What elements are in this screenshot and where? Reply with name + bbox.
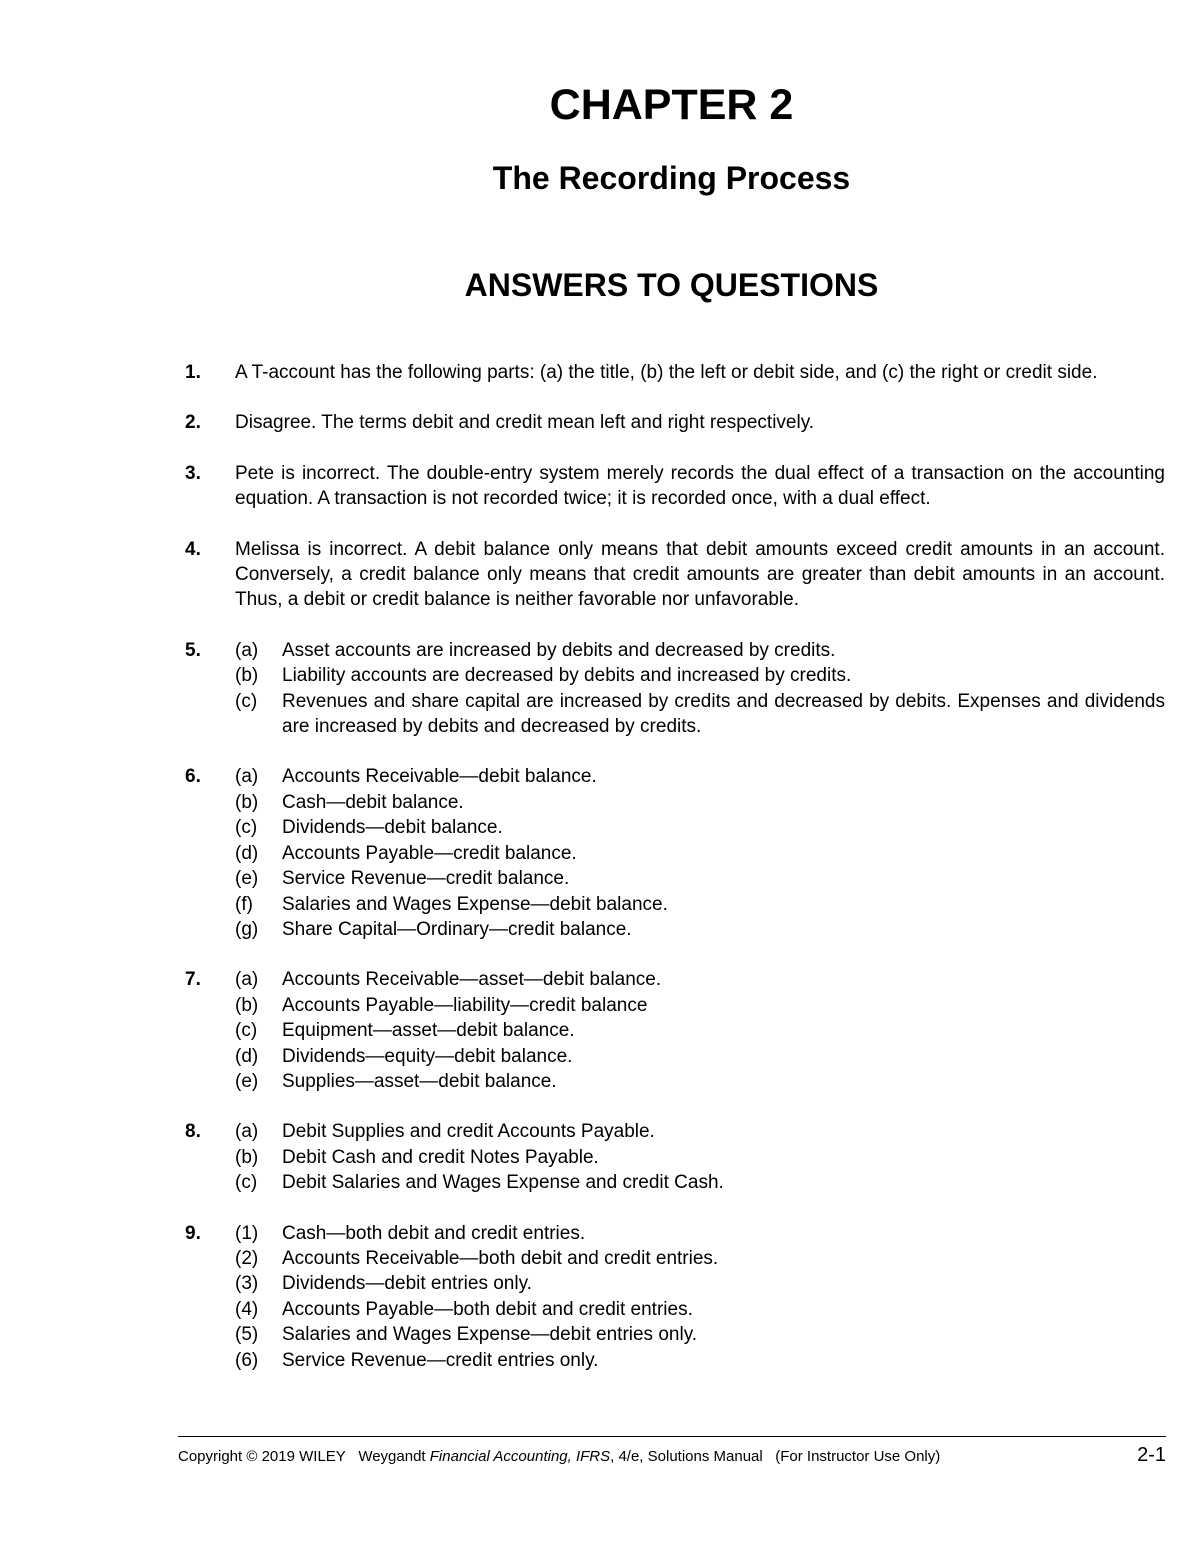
answer-number: 2.: [185, 412, 201, 434]
subitem-text: Accounts Receivable—both debit and credit entries.: [282, 1247, 719, 1269]
chapter-title: CHAPTER 2: [549, 81, 794, 129]
answer-subitem: [235, 1044, 1165, 1069]
footer-book-title: Financial Accounting, IFRS: [429, 1448, 611, 1465]
answer-body: [235, 410, 1165, 435]
subitem-label: (b): [235, 665, 259, 687]
answer-number: 7.: [185, 969, 201, 991]
subitem-text: Debit Cash and credit Notes Payable.: [282, 1146, 599, 1168]
answer-body: [235, 537, 1165, 613]
answer-number: 6.: [185, 766, 201, 788]
subitem-text: Accounts Payable—liability—credit balance: [282, 994, 648, 1016]
subitem-label: (3): [235, 1273, 259, 1295]
answer-item: [185, 461, 1165, 512]
answer-number: 5.: [185, 639, 201, 661]
answer-body: [235, 360, 1165, 385]
answers-list: [185, 360, 1165, 1398]
subitem-text: Supplies—asset—debit balance.: [282, 1070, 557, 1092]
footer-citation: [178, 1446, 940, 1468]
subitem-text: Accounts Payable—credit balance.: [282, 842, 577, 864]
subitem-text: Debit Supplies and credit Accounts Payable.: [282, 1121, 655, 1143]
footer-divider: [178, 1436, 1166, 1437]
answer-number: 9.: [185, 1222, 201, 1244]
answer-text: Disagree. The terms debit and credit mean left and right respectively.: [235, 412, 815, 434]
subitem-text: Service Revenue—credit balance.: [282, 868, 570, 890]
footer-author: Weygandt: [358, 1448, 426, 1465]
footer-edition: , 4/e, Solutions Manual: [610, 1448, 763, 1465]
answer-subitem: [235, 1221, 1165, 1246]
subitem-text: Accounts Payable—both debit and credit entries.: [282, 1298, 693, 1320]
answer-text: A T-account has the following parts: (a) the title, (b) the left or debit side, and (c) the right or credit side.: [235, 362, 1098, 383]
answer-item: [185, 1119, 1165, 1195]
subitem-label: (c): [235, 1172, 258, 1194]
answer-number: 3.: [185, 462, 201, 484]
answer-body: [235, 461, 1165, 512]
subitem-text: Equipment—asset—debit balance.: [282, 1020, 575, 1042]
answer-subitem: [235, 841, 1165, 866]
subitem-text: Share Capital—Ordinary—credit balance.: [282, 918, 632, 940]
subitem-label: (c): [235, 690, 258, 712]
answer-body: [235, 764, 1165, 942]
answer-subitem: [235, 1322, 1165, 1347]
subitem-label: (f): [235, 893, 253, 915]
answer-text: Melissa is incorrect. A debit balance only means that debit amounts exceed credit amounts in an account. Conversely, a credit balance only means that credit amounts are greater than debit amounts in an account. Thus, a debit or credit balance is neither favorable nor unfavorable.: [235, 538, 1165, 611]
subitem-text: Salaries and Wages Expense—debit balance.: [282, 893, 668, 915]
subitem-label: (4): [235, 1298, 259, 1320]
answer-item: [185, 638, 1165, 740]
subitem-text: Accounts Receivable—debit balance.: [282, 766, 597, 788]
answer-subitem: [235, 1119, 1165, 1144]
answer-number: 4.: [185, 538, 201, 560]
answer-number: 8.: [185, 1121, 201, 1143]
subitem-text: Dividends—debit entries only.: [282, 1273, 532, 1295]
subitem-label: (b): [235, 791, 259, 813]
answer-number: 1.: [185, 362, 201, 383]
subitem-label: (a): [235, 969, 259, 991]
answer-item: [185, 410, 1165, 435]
section-title: ANSWERS TO QUESTIONS: [464, 267, 879, 303]
subitem-label: (a): [235, 766, 259, 788]
subitem-text: Cash—debit balance.: [282, 791, 464, 813]
subitem-label: (e): [235, 868, 259, 890]
subitem-text: Debit Salaries and Wages Expense and credit Cash.: [282, 1172, 724, 1194]
subitem-text: Salaries and Wages Expense—debit entries only.: [282, 1324, 698, 1346]
page-footer: [178, 1444, 1166, 1468]
answer-subitem: [235, 866, 1165, 891]
answer-item: [185, 360, 1165, 385]
answer-item: [185, 1221, 1165, 1373]
subitem-text: Liability accounts are decreased by debits and increased by credits.: [282, 665, 852, 687]
subitem-text: Accounts Receivable—asset—debit balance.: [282, 969, 662, 991]
subitem-text: Service Revenue—credit entries only.: [282, 1349, 599, 1371]
answer-subitem: [235, 689, 1165, 740]
answer-subitem: [235, 790, 1165, 815]
answer-subitem: [235, 1145, 1165, 1170]
answer-text: Pete is incorrect. The double-entry system merely records the dual effect of a transaction on the accounting equation. A transaction is not recorded twice; it is recorded once, with a dual effect.: [235, 462, 1165, 510]
subitem-text: Revenues and share capital are increased by credits and decreased by debits. Expenses and dividends are increased by debits and decreased by credits.: [282, 690, 1165, 738]
answer-subitem: [235, 1271, 1165, 1296]
footer-copyright: Copyright © 2019 WILEY: [178, 1448, 346, 1465]
subitem-label: (1): [235, 1222, 259, 1244]
answer-subitem: [235, 993, 1165, 1018]
answer-subitem: [235, 764, 1165, 789]
subitem-label: (6): [235, 1349, 259, 1371]
answer-item: [185, 537, 1165, 613]
page-number: 2-1: [1137, 1444, 1166, 1466]
subitem-label: (e): [235, 1070, 259, 1092]
answer-subitem: [235, 1246, 1165, 1271]
answer-subitem: [235, 1018, 1165, 1043]
answer-subitem: [235, 1069, 1165, 1094]
subitem-label: (c): [235, 1020, 258, 1042]
subitem-label: (a): [235, 639, 259, 661]
answer-subitem: [235, 1348, 1165, 1373]
answer-subitem: [235, 917, 1165, 942]
answer-body: [235, 1221, 1165, 1373]
subitem-label: (g): [235, 918, 259, 940]
subitem-label: (a): [235, 1121, 259, 1143]
subitem-text: Dividends—equity—debit balance.: [282, 1045, 573, 1067]
answer-body: [235, 638, 1165, 740]
answer-subitem: [235, 663, 1165, 688]
subitem-label: (d): [235, 1045, 259, 1067]
subitem-text: Asset accounts are increased by debits and decreased by credits.: [282, 639, 836, 661]
subitem-label: (b): [235, 994, 259, 1016]
subitem-label: (5): [235, 1324, 259, 1346]
answer-subitem: [235, 967, 1165, 992]
chapter-subtitle: The Recording Process: [492, 160, 851, 196]
answer-subitem: [235, 892, 1165, 917]
answer-subitem: [235, 1170, 1165, 1195]
answer-subitem: [235, 638, 1165, 663]
answer-item: [185, 764, 1165, 942]
subitem-label: (b): [235, 1146, 259, 1168]
answer-body: [235, 967, 1165, 1094]
footer-note: (For Instructor Use Only): [775, 1448, 941, 1465]
answer-subitem: [235, 1297, 1165, 1322]
subitem-label: (2): [235, 1247, 259, 1269]
subitem-label: (d): [235, 842, 259, 864]
subitem-label: (c): [235, 817, 258, 839]
answer-item: [185, 967, 1165, 1094]
answer-body: [235, 1119, 1165, 1195]
answer-subitem: [235, 815, 1165, 840]
subitem-text: Cash—both debit and credit entries.: [282, 1222, 586, 1244]
subitem-text: Dividends—debit balance.: [282, 817, 503, 839]
